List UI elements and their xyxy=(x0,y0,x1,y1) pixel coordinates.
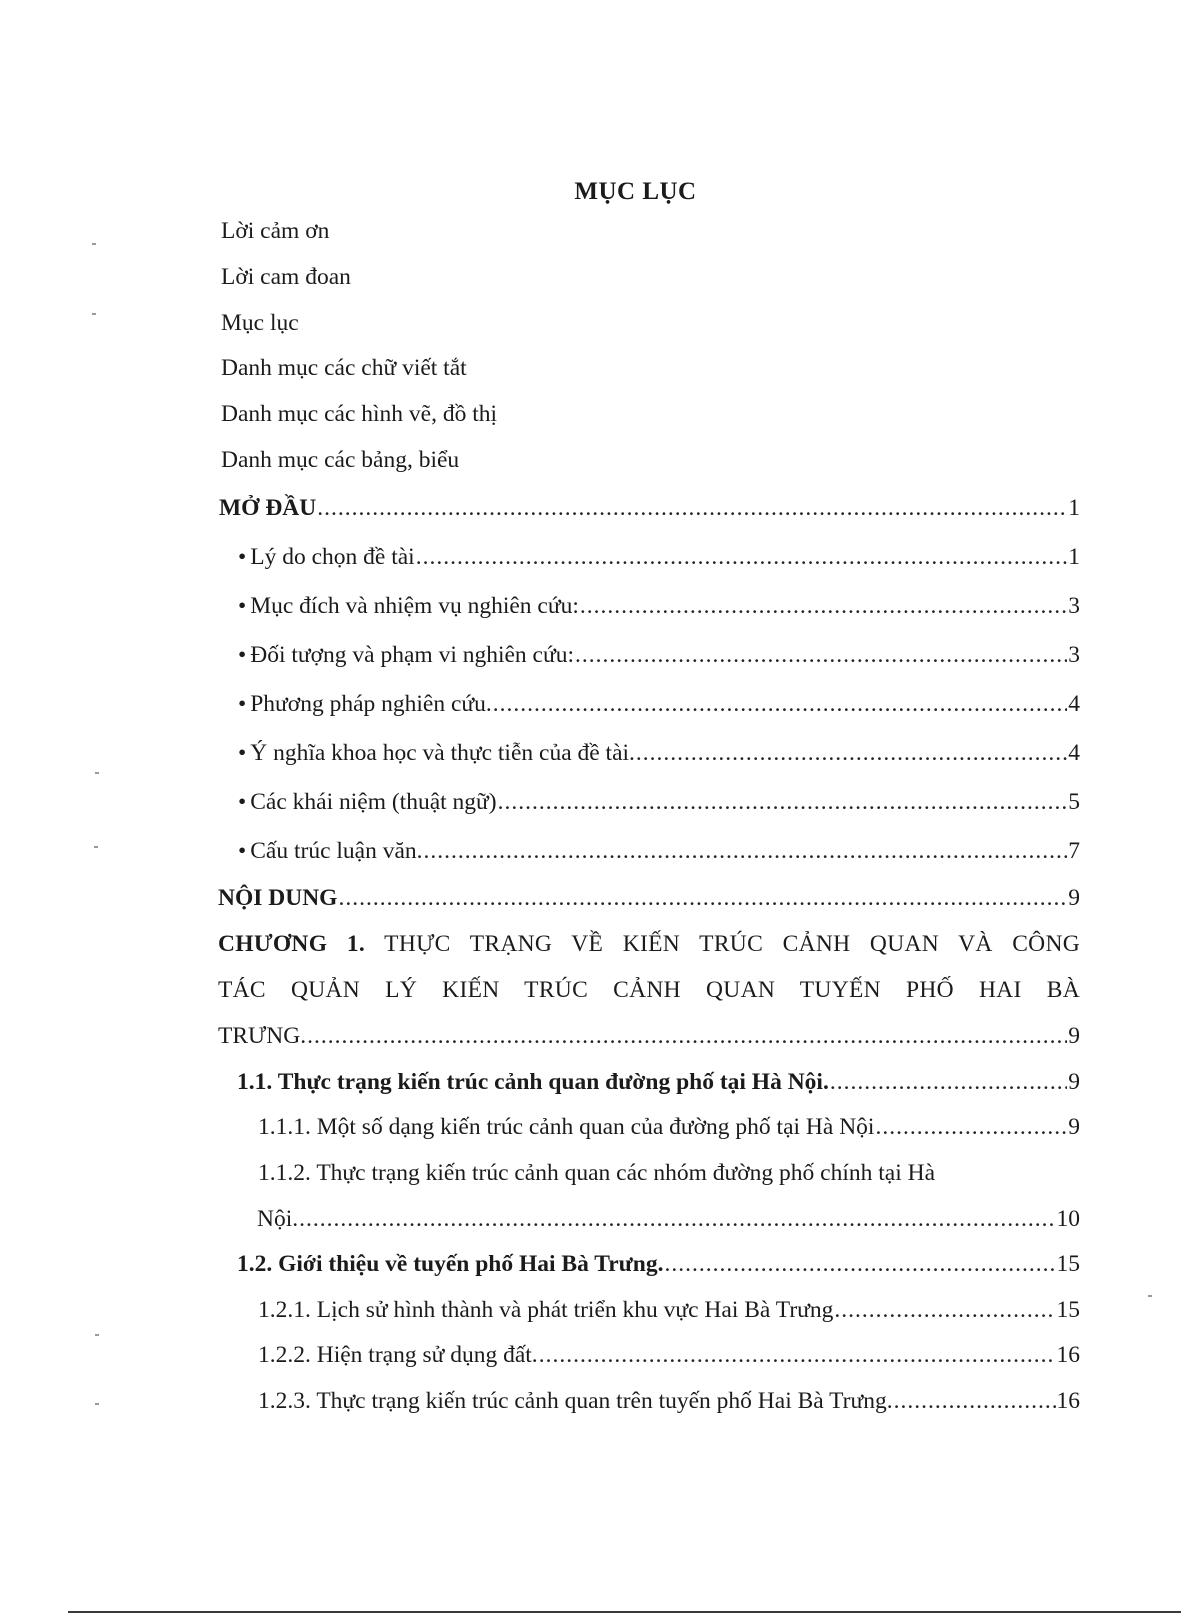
toc-section-1-2 xyxy=(237,1251,1080,1278)
chapter-1-heading-line2: TÁC QUẢN LÝ KIẾN TRÚC CẢNH QUAN TUYẾN PHỐ HAI BÀ xyxy=(218,977,1080,1003)
toc-subsection-1-1-2-line1: 1.1.2. Thực trạng kiến trúc cảnh quan các nhóm đường phố chính tại Hà xyxy=(258,1160,936,1186)
toc-entry-label: Nội. xyxy=(257,1206,299,1232)
chapter-1-prefix: CHƯƠNG 1. xyxy=(218,931,366,957)
leader-dots xyxy=(338,885,1067,912)
toc-entry-label: 1.2. Giới thiệu về tuyến phố Hai Bà Trưng. xyxy=(237,1251,664,1277)
toc-entry-page: 16 xyxy=(1056,1342,1080,1368)
leader-dots xyxy=(493,691,1067,718)
toc-entry-page: 15 xyxy=(1056,1251,1080,1277)
toc-entry-page: 1 xyxy=(1068,544,1080,570)
toc-subsection-1-1-2-line2 xyxy=(257,1206,1080,1233)
leader-dots xyxy=(498,789,1068,816)
toc-entry-label: Đối tượng và phạm vi nghiên cứu: xyxy=(250,642,575,668)
toc-entry-page: 15 xyxy=(1056,1297,1080,1323)
toc-entry-page: 3 xyxy=(1068,642,1080,668)
toc-entry-label: TRƯNG. xyxy=(218,1023,307,1049)
leader-dots xyxy=(424,838,1068,865)
toc-front-item: Lời cam đoan xyxy=(221,264,351,290)
toc-front-item: Mục lục xyxy=(221,310,299,336)
page-bottom-rule xyxy=(68,1611,1181,1613)
bullet-icon: • xyxy=(238,593,247,619)
toc-entry-label: Phương pháp nghiên cứu. xyxy=(250,691,492,717)
scan-speck xyxy=(92,313,96,315)
bullet-icon: • xyxy=(238,544,247,570)
toc-subsection-1-2-2 xyxy=(258,1342,1080,1369)
toc-entry-label: Các khái niệm (thuật ngữ) xyxy=(250,789,497,815)
toc-entry-page: 4 xyxy=(1068,691,1080,717)
toc-section-1-1 xyxy=(237,1069,1080,1096)
toc-entry-label: NỘI DUNG xyxy=(218,885,338,911)
scan-speck xyxy=(95,772,99,774)
leader-dots xyxy=(664,1251,1055,1278)
leader-dots xyxy=(575,642,1067,669)
toc-entry-label: 1.2.3. Thực trạng kiến trúc cảnh quan trên tuyến phố Hai Bà Trưng. xyxy=(258,1388,893,1414)
toc-entry-noi-dung xyxy=(218,885,1080,912)
toc-entry-page: 3 xyxy=(1068,593,1080,619)
toc-entry-label: Ý nghĩa khoa học và thực tiễn của đề tài. xyxy=(250,740,635,766)
toc-subsection-1-2-3 xyxy=(258,1388,1080,1415)
toc-entry-page: 9 xyxy=(1068,1069,1080,1095)
leader-dots xyxy=(299,1206,1055,1233)
toc-entry-label: Mục đích và nhiệm vụ nghiên cứu: xyxy=(250,593,579,619)
leader-dots xyxy=(416,544,1068,571)
chapter-1-title-part1: THỰC TRẠNG VỀ KIẾN TRÚC CẢNH QUAN VÀ CÔNG xyxy=(384,931,1080,957)
toc-entry-label: 1.2.2. Hiện trạng sử dụng đất. xyxy=(258,1342,538,1368)
leader-dots xyxy=(830,1069,1067,1096)
scan-speck xyxy=(95,1403,99,1405)
toc-entry-label: MỞ ĐẦU xyxy=(219,495,317,521)
chapter-1-heading-line1 xyxy=(218,931,1080,958)
bullet-icon: • xyxy=(238,740,247,766)
toc-entry-label: 1.1. Thực trạng kiến trúc cảnh quan đường phố tại Hà Nội. xyxy=(237,1069,829,1095)
bullet-icon: • xyxy=(238,691,247,717)
toc-subsection-1-1-1 xyxy=(258,1114,1080,1141)
toc-subsection-1-2-1 xyxy=(258,1297,1080,1324)
toc-bullet-entry xyxy=(238,593,1080,620)
toc-front-item: Lời cảm ơn xyxy=(221,218,330,244)
toc-entry-page: 9 xyxy=(1068,885,1080,911)
toc-entry-label: Lý do chọn đề tài xyxy=(250,544,415,570)
leader-dots xyxy=(636,740,1067,767)
toc-entry-page: 5 xyxy=(1068,789,1080,815)
toc-title: MỤC LỤC xyxy=(574,178,697,205)
toc-entry-label: Cấu trúc luận văn. xyxy=(250,838,423,864)
bullet-icon: • xyxy=(238,789,247,815)
leader-dots xyxy=(875,1114,1067,1141)
leader-dots xyxy=(834,1297,1055,1324)
toc-bullet-entry xyxy=(238,691,1080,718)
toc-entry-page: 1 xyxy=(1068,495,1080,521)
toc-entry-page: 7 xyxy=(1068,838,1080,864)
toc-entry-label: 1.2.1. Lịch sử hình thành và phát triển khu vực Hai Bà Trưng xyxy=(258,1297,834,1323)
toc-front-item: Danh mục các chữ viết tắt xyxy=(221,355,467,381)
leader-dots xyxy=(894,1388,1056,1415)
toc-entry-page: 9 xyxy=(1068,1114,1080,1140)
toc-front-item: Danh mục các bảng, biểu xyxy=(221,447,460,473)
scan-speck xyxy=(95,1334,99,1336)
bullet-icon: • xyxy=(238,838,247,864)
toc-bullet-entry xyxy=(238,838,1080,865)
toc-entry-page: 4 xyxy=(1068,740,1080,766)
toc-bullet-entry xyxy=(238,789,1080,816)
leader-dots xyxy=(539,1342,1056,1369)
toc-bullet-entry xyxy=(238,642,1080,669)
toc-entry-label: 1.1.1. Một số dạng kiến trúc cảnh quan của đường phố tại Hà Nội xyxy=(258,1114,875,1140)
scan-speck xyxy=(92,243,96,245)
toc-entry-mo-dau xyxy=(219,495,1080,522)
toc-bullet-entry xyxy=(238,740,1080,767)
toc-front-item: Danh mục các hình vẽ, đồ thị xyxy=(221,401,498,427)
leader-dots xyxy=(317,495,1067,522)
toc-entry-page: 10 xyxy=(1056,1206,1080,1232)
toc-bullet-entry xyxy=(238,544,1080,571)
toc-entry-page: 9 xyxy=(1068,1023,1080,1049)
scan-speck xyxy=(94,846,98,848)
leader-dots xyxy=(580,593,1067,620)
toc-entry-page: 16 xyxy=(1056,1388,1080,1414)
leader-dots xyxy=(307,1023,1067,1050)
bullet-icon: • xyxy=(238,642,247,668)
scan-speck xyxy=(1148,1295,1152,1297)
chapter-1-heading-line3 xyxy=(218,1023,1080,1050)
